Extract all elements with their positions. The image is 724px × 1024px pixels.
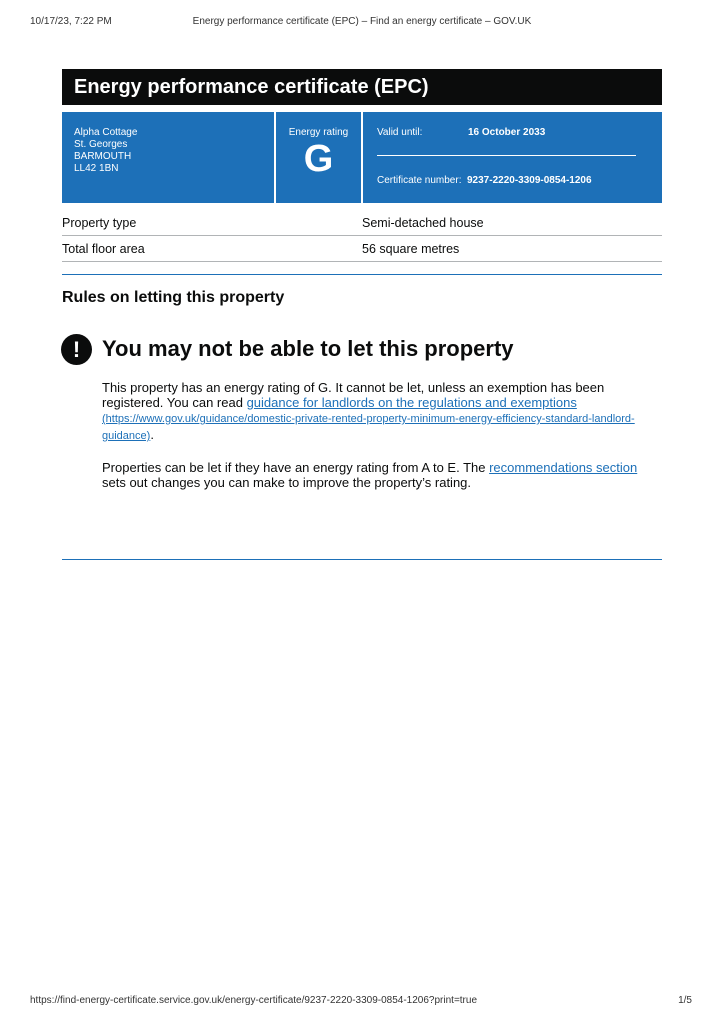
address-line-2: St. Georges	[74, 139, 128, 150]
energy-rating-value: G	[303, 138, 334, 180]
valid-until-row	[377, 127, 647, 138]
paragraph-text: Properties can be let if they have an energy rating from A to E. The	[102, 460, 490, 475]
property-address	[62, 112, 276, 203]
address-line-1: Alpha Cottage	[74, 127, 138, 138]
warning-title: You may not be able to let this property	[102, 336, 514, 361]
print-header-datetime: 10/17/23, 7:22 PM	[30, 16, 112, 27]
landlord-guidance-link[interactable]: guidance for landlords on the regulations and exemptions	[246, 395, 577, 410]
paragraph-end: .	[150, 427, 154, 442]
letting-paragraph-1	[102, 380, 658, 444]
summary-key: Property type	[62, 216, 137, 230]
page-title: Energy performance certificate (EPC)	[62, 69, 662, 105]
warning-icon: !	[61, 334, 92, 365]
summary-value: 56 square metres	[362, 242, 460, 256]
summary-value: Semi-detached house	[362, 216, 484, 230]
certificate-number-value: 9237-2220-3309-0854-1206	[467, 175, 592, 186]
summary-row-property-type	[62, 211, 662, 236]
address-postcode: LL42 1BN	[74, 163, 119, 174]
paragraph-end: sets out changes you can make to improve the property’s rating.	[102, 475, 472, 490]
section-divider-top	[62, 274, 662, 275]
letting-paragraph-2	[102, 460, 658, 490]
certificate-number-row	[377, 175, 647, 186]
print-footer	[0, 995, 724, 1009]
landlord-guidance-url-link[interactable]: (https://www.gov.uk/guidance/domestic-private-rented-property-minimum-energy-efficiency-standard-landlord-guidance)	[102, 413, 635, 442]
address-line-3: BARMOUTH	[74, 151, 132, 162]
property-summary	[62, 211, 662, 263]
print-header	[0, 16, 724, 30]
certificate-number-label: Certificate number:	[377, 175, 462, 186]
valid-until-value: 16 October 2033	[468, 127, 546, 138]
section-divider-bottom	[62, 559, 662, 560]
certificate-panel	[62, 112, 662, 203]
paragraph-text: This property has an energy rating of G. It cannot be let, unless an exemption has been registered. You can read	[102, 380, 605, 410]
validity-divider	[377, 155, 636, 156]
valid-until-label: Valid until:	[377, 127, 423, 138]
energy-rating-box	[276, 112, 363, 203]
summary-row-floor-area	[62, 237, 662, 262]
energy-rating-label: Energy rating	[288, 127, 349, 138]
section-title: Rules on letting this property	[62, 289, 285, 306]
certificate-validity	[363, 112, 662, 203]
recommendations-section-link[interactable]: recommendations section	[489, 460, 638, 475]
page-number: 1/5	[678, 995, 692, 1006]
summary-key: Total floor area	[62, 242, 145, 256]
print-header-title: Energy performance certificate (EPC) – Find an energy certificate – GOV.UK	[192, 16, 532, 27]
print-footer-url: https://find-energy-certificate.service.gov.uk/energy-certificate/9237-2220-3309-0854-1206?print=true	[30, 995, 478, 1006]
